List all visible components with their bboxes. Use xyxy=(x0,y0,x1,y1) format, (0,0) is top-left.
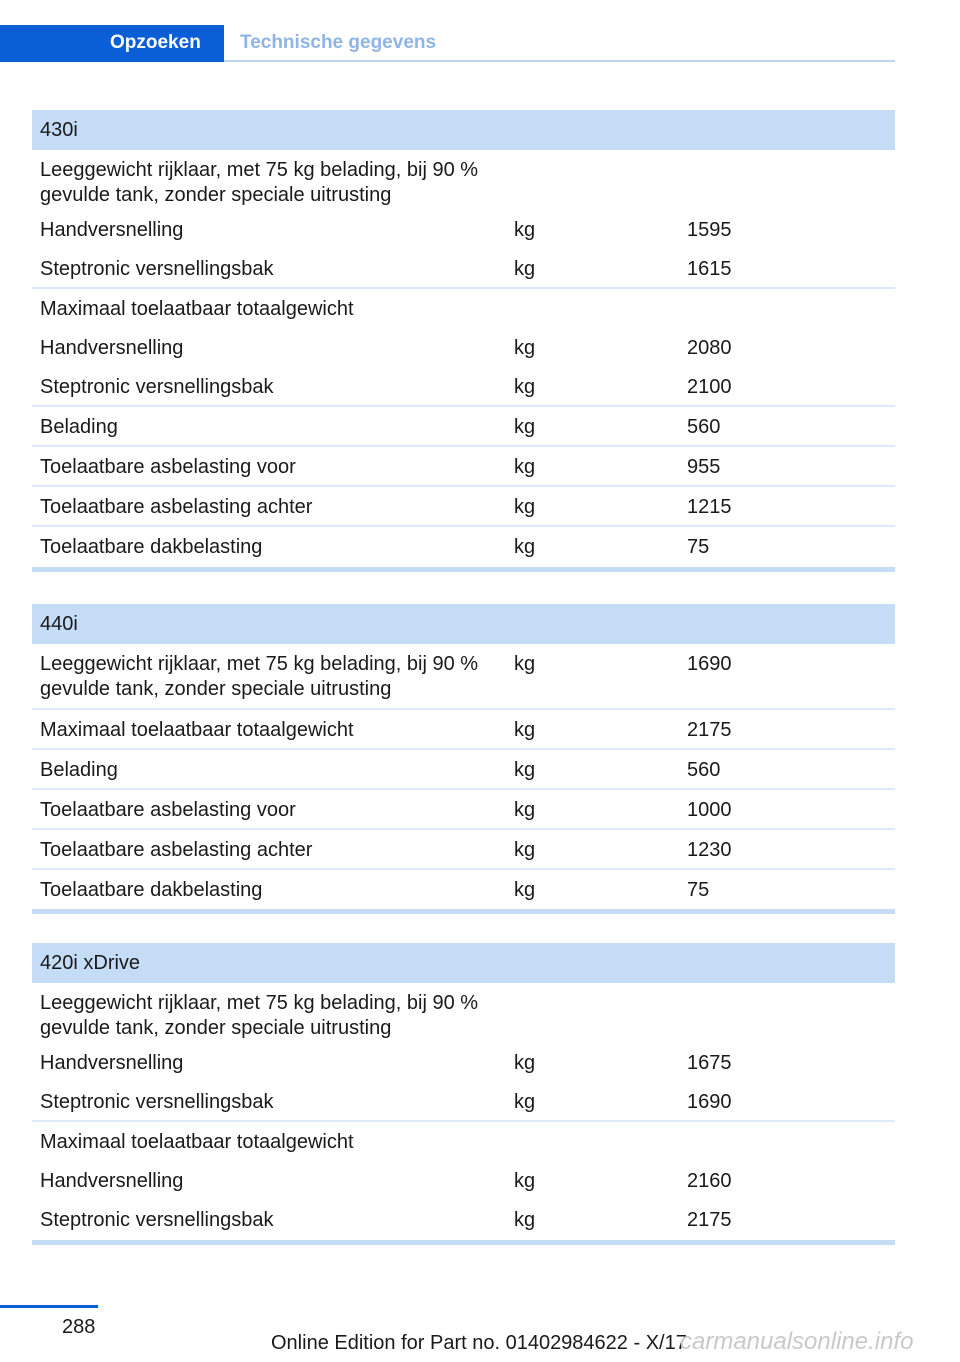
table-row xyxy=(32,407,895,447)
table-bottom-bar xyxy=(32,567,895,572)
row-unit: kg xyxy=(514,496,536,518)
row-unit: kg xyxy=(514,879,536,901)
page-number: 288 xyxy=(62,1316,96,1338)
table-row xyxy=(32,447,895,487)
row-label: Toelaatbare asbelasting voor xyxy=(40,799,296,821)
table-title: 420i xDrive xyxy=(32,943,895,983)
row-label: Toelaatbare asbelasting voor xyxy=(40,456,296,478)
table-row xyxy=(32,1161,895,1200)
row-unit: kg xyxy=(514,536,536,558)
row-value: 2175 xyxy=(687,1209,732,1231)
row-label: Steptronic versnellingsbak xyxy=(40,376,274,398)
row-label: Toelaatbare asbelasting achter xyxy=(40,496,313,518)
page-header xyxy=(0,25,895,62)
row-value: 1675 xyxy=(687,1052,732,1074)
tab-opzoeken[interactable] xyxy=(0,25,224,62)
row-value: 1615 xyxy=(687,258,732,280)
row-value: 1215 xyxy=(687,496,732,518)
row-unit: kg xyxy=(514,416,536,438)
row-label: Toelaatbare asbelasting achter xyxy=(40,839,313,861)
row-label: Handversnelling xyxy=(40,1052,184,1074)
table-row xyxy=(32,527,895,567)
row-label: Handversnelling xyxy=(40,1170,184,1192)
row-unit: kg xyxy=(514,1209,536,1231)
row-unit: kg xyxy=(514,456,536,478)
row-unit: kg xyxy=(514,759,536,781)
table-row xyxy=(32,487,895,527)
row-label: Handversnelling xyxy=(40,219,184,241)
row-value: 1000 xyxy=(687,799,732,821)
table-row xyxy=(32,750,895,790)
table-row xyxy=(32,644,895,710)
row-unit: kg xyxy=(514,719,536,741)
spec-table-430i xyxy=(32,110,895,572)
table-row xyxy=(32,830,895,870)
row-label: Belading xyxy=(40,416,118,438)
row-value: 75 xyxy=(687,536,710,558)
row-value: 955 xyxy=(687,456,721,478)
row-value: 560 xyxy=(687,416,721,438)
table-title: 430i xyxy=(32,110,895,150)
spec-table-420i-xdrive xyxy=(32,943,895,1245)
row-value: 2100 xyxy=(687,376,732,398)
table-row xyxy=(32,1043,895,1082)
table-row xyxy=(32,1200,895,1240)
row-unit: kg xyxy=(514,337,536,359)
table-row xyxy=(32,983,895,1043)
table-bottom-bar xyxy=(32,1240,895,1245)
table-row xyxy=(32,870,895,909)
row-value: 1595 xyxy=(687,219,732,241)
table-row xyxy=(32,1122,895,1161)
row-value: 2160 xyxy=(687,1170,732,1192)
header-rule xyxy=(224,60,895,62)
row-unit: kg xyxy=(514,799,536,821)
row-unit: kg xyxy=(514,376,536,398)
table-row xyxy=(32,150,895,210)
row-label: Steptronic versnellingsbak xyxy=(40,258,274,280)
table-row xyxy=(32,289,895,328)
row-label: Toelaatbare dakbelasting xyxy=(40,879,263,901)
row-label: Handversnelling xyxy=(40,337,184,359)
row-value: 2175 xyxy=(687,719,732,741)
row-label: Leeggewicht rijklaar, met 75 kg belading, bij 90 % gevulde tank, zonder speciale uitrusting xyxy=(40,992,479,1039)
row-value: 1690 xyxy=(687,653,732,675)
row-value: 75 xyxy=(687,879,710,901)
row-value: 560 xyxy=(687,759,721,781)
row-label: Maximaal toelaatbaar totaalgewicht xyxy=(40,298,354,320)
table-title: 440i xyxy=(32,604,895,644)
row-label: Belading xyxy=(40,759,118,781)
row-label: Steptronic versnellingsbak xyxy=(40,1209,274,1231)
row-label: Steptronic versnellingsbak xyxy=(40,1091,274,1113)
table-row xyxy=(32,210,895,249)
row-label: Leeggewicht rijklaar, met 75 kg belading, bij 90 % gevulde tank, zonder speciale uitrusting xyxy=(40,653,479,700)
row-unit: kg xyxy=(514,1170,536,1192)
tab-opzoeken-label: Opzoeken xyxy=(110,32,201,53)
table-row xyxy=(32,710,895,750)
spec-table-440i xyxy=(32,604,895,914)
row-unit: kg xyxy=(514,839,536,861)
table-row xyxy=(32,249,895,289)
row-value: 1690 xyxy=(687,1091,732,1113)
row-label: Toelaatbare dakbelasting xyxy=(40,536,263,558)
row-unit: kg xyxy=(514,219,536,241)
page-number-rule xyxy=(0,1305,98,1308)
row-label: Leeggewicht rijklaar, met 75 kg belading, bij 90 % gevulde tank, zonder speciale uitrusting xyxy=(40,159,479,206)
table-row xyxy=(32,367,895,407)
table-row xyxy=(32,790,895,830)
tab-technische-gegevens[interactable]: Technische gegevens xyxy=(240,32,437,53)
table-row xyxy=(32,1082,895,1122)
table-row xyxy=(32,328,895,367)
row-label: Maximaal toelaatbaar totaalgewicht xyxy=(40,719,354,741)
footer-edition: Online Edition for Part no. 01402984622 - X/17 xyxy=(271,1332,687,1354)
table-bottom-bar xyxy=(32,909,895,914)
row-unit: kg xyxy=(514,653,536,675)
row-unit: kg xyxy=(514,1052,536,1074)
watermark: carmanualsonline.info xyxy=(680,1328,914,1355)
row-unit: kg xyxy=(514,1091,536,1113)
row-value: 1230 xyxy=(687,839,732,861)
row-unit: kg xyxy=(514,258,536,280)
row-value: 2080 xyxy=(687,337,732,359)
row-label: Maximaal toelaatbaar totaalgewicht xyxy=(40,1131,354,1153)
